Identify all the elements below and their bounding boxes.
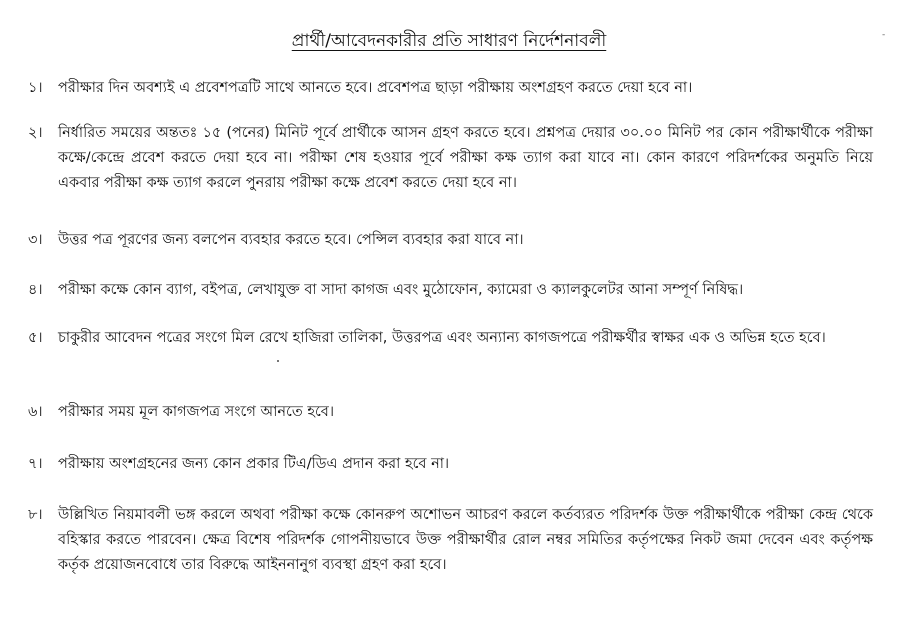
title-text: প্রার্থী/আবেদনকারীর প্রতি সাধারণ নির্দেশনাবলী [291, 31, 607, 51]
item-text: পরীক্ষা কক্ষে কোন ব্যাগ, বইপত্র, লেখাযুক্ত বা সাদা কাগজ এবং মুঠোফোন, ক্যামেরা ও ক্যালকুলেটর আনা সম্পূর্ণ নিষিদ্ধ। [58, 282, 744, 298]
item-text: উল্লিখিত নিয়মাবলী ভঙ্গ করলে অথবা পরীক্ষা কক্ষে কোনরুপ অশোভন আচরণ করলে কর্তব্যরত পরিদর্শক উক্ত পরীক্ষার্থীকে পরীক্ষা কেন্দ্র থেকে বহিস্কার করতে পারবেন। ক্ষেত্র বিশেষ পরিদর্শক গোপনীয়ভাবে উক্ত পরীক্ষার্থীর রোল নম্বর সমিতির কর্তৃপক্ষের নিকট জমা দেবেন এবং কর্তৃপক্ষ কর্তৃক প্রয়োজনবোধে তার বিরুদ্ধে আইননানুগ ব্যবস্থা গ্রহণ করা হবে। [58, 507, 873, 573]
item-number: ৭। [28, 456, 43, 472]
item-text: চাকুরীর আবেদন পত্রের সংগে মিল রেখে হাজিরা তালিকা, উত্তরপত্র এবং অন্যান্য কাগজপত্রে পরীক্ষর্থীর স্বাক্ষর এক ও অভিন্ন হতে হবে। [58, 330, 826, 346]
item-number: ১। [28, 80, 43, 96]
instruction-item [28, 278, 873, 303]
item-number: ২। [28, 125, 43, 141]
item-text: পরীক্ষায় অংশগ্রহনের জন্য কোন প্রকার টিএ/ডিএ প্রদান করা হবে না। [58, 456, 450, 472]
item-number: ৮। [28, 507, 43, 523]
item-text: পরীক্ষার সময় মূল কাগজপত্র সংগে আনতে হবে। [58, 404, 335, 420]
instruction-item [28, 326, 873, 351]
page-title [0, 28, 898, 56]
instruction-item [28, 400, 873, 425]
item-number: ৫। [28, 330, 43, 346]
scan-speck [277, 360, 279, 362]
scan-mark: - [882, 30, 886, 40]
instruction-item [28, 228, 873, 253]
instruction-item [28, 452, 873, 477]
instruction-item [28, 121, 873, 196]
item-number: ৪। [28, 282, 43, 298]
item-number: ৬। [28, 404, 43, 420]
item-text: উত্তর পত্র পূরণের জন্য বলপেন ব্যবহার করতে হবে। পেন্সিল ব্যবহার করা যাবে না। [58, 232, 524, 248]
item-text: নির্ধারিত সময়ের অন্ততঃ ১৫ (পনের) মিনিট পূর্বে প্রার্থীকে আসন গ্রহণ করতে হবে। প্রশ্নপত্র দেয়ার ৩০.০০ মিনিট পর কোন পরীক্ষার্থীকে পরীক্ষা কক্ষে/কেন্দ্রে প্রবেশ করতে দেয়া হবে না। পরীক্ষা শেষ হওয়ার পূর্বে পরীক্ষা কক্ষ ত্যাগ করা যাবে না। কোন কারণে পরিদর্শকের অনুমতি নিয়ে একবার পরীক্ষা কক্ষ ত্যাগ করলে পুনরায় পরীক্ষা কক্ষে প্রবেশ করতে দেয়া হবে না। [58, 125, 873, 191]
item-text: পরীক্ষার দিন অবশ্যই এ প্রবেশপত্রটি সাথে আনতে হবে। প্রবেশপত্র ছাড়া পরীক্ষায় অংশগ্রহণ করতে দেয়া হবে না। [58, 80, 693, 96]
instruction-item [28, 503, 873, 578]
item-number: ৩। [28, 232, 43, 248]
instruction-item [28, 76, 873, 101]
